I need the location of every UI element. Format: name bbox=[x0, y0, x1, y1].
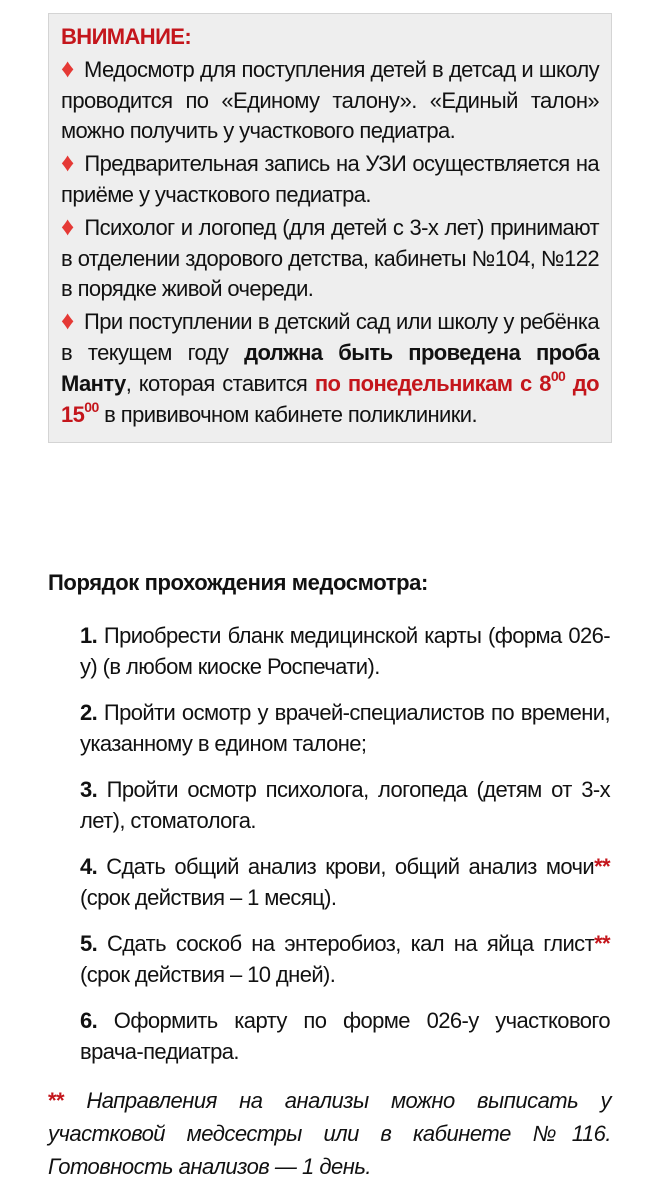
list-item bbox=[80, 774, 610, 836]
item-text: Пройти осмотр психолога, логопеда (детям от 3-х лет), стоматолога. bbox=[80, 777, 610, 833]
notice-paragraph bbox=[61, 53, 599, 147]
footnote-marker: ** bbox=[594, 854, 610, 879]
time-superscript: 00 bbox=[550, 367, 566, 384]
notice-text: , которая ставится bbox=[125, 370, 315, 396]
item-number: 2. bbox=[80, 700, 98, 725]
item-text: (срок действия – 10 дней). bbox=[80, 962, 336, 987]
diamond-bullet-icon: ♦ bbox=[61, 147, 75, 178]
notice-red-text: до 15 bbox=[61, 370, 600, 427]
notice-paragraph bbox=[61, 305, 599, 430]
list-item bbox=[80, 928, 610, 990]
footnote-marker: ** bbox=[594, 931, 610, 956]
procedure-heading: Порядок прохождения медосмотра: bbox=[48, 570, 428, 595]
diamond-bullet-icon: ♦ bbox=[61, 305, 75, 336]
notice-red-text: по понедельникам с 8 bbox=[314, 370, 551, 396]
item-number: 6. bbox=[80, 1008, 98, 1033]
notice-box bbox=[48, 13, 612, 443]
procedure-list bbox=[80, 620, 610, 1082]
item-text: Приобрести бланк медицинской карты (форма 026-у) (в любом киоске Роспечати). bbox=[80, 623, 610, 679]
item-number: 4. bbox=[80, 854, 98, 879]
list-item bbox=[80, 697, 610, 759]
item-number: 5. bbox=[80, 931, 98, 956]
item-text: Пройти осмотр у врачей-специалистов по времени, указанному в едином талоне; bbox=[80, 700, 610, 756]
footnote bbox=[48, 1084, 611, 1183]
notice-text: При поступлении в детский сад или школу у ребёнка в текущем году bbox=[61, 309, 599, 365]
notice-text: Медосмотр для поступления детей в детсад и школу проводится по «Единому талону». «Единый талон» можно получить у участкового педиатра. bbox=[61, 56, 599, 144]
item-text: Сдать общий анализ крови, общий анализ мочи bbox=[97, 854, 595, 879]
diamond-bullet-icon: ♦ bbox=[61, 210, 75, 241]
item-text: Сдать соскоб на энтеробиоз, кал на яйца глист bbox=[97, 931, 595, 956]
notice-paragraph bbox=[61, 147, 599, 211]
notice-text: Психолог и логопед (для детей с 3-х лет) принимают в отделении здорового детства, кабинеты №104, №122 в порядке живой очереди. bbox=[61, 214, 599, 302]
list-item bbox=[80, 620, 610, 682]
time-superscript: 00 bbox=[84, 398, 99, 415]
item-text: (срок действия – 1 месяц). bbox=[80, 885, 337, 910]
notice-text: Предварительная запись на УЗИ осуществляется на приёме у участкового педиатра. bbox=[61, 151, 600, 207]
notice-title: ВНИМАНИЕ: bbox=[61, 24, 192, 49]
item-text: Оформить карту по форме 026-у участкового врача-педиатра. bbox=[80, 1008, 610, 1064]
diamond-bullet-icon: ♦ bbox=[61, 52, 74, 83]
list-item bbox=[80, 1005, 610, 1067]
notice-text: в прививочном кабинете поликлиники. bbox=[98, 401, 477, 427]
list-item bbox=[80, 851, 610, 913]
footnote-text: Направления на анализы можно выписать у участковой медсестры или в кабинете №116. Готовность анализов — 1 день. bbox=[48, 1088, 611, 1179]
item-number: 1. bbox=[80, 623, 98, 648]
notice-bold-text: должна быть проведена проба Манту bbox=[61, 339, 599, 396]
item-number: 3. bbox=[80, 777, 98, 802]
footnote-marker: ** bbox=[48, 1088, 65, 1113]
notice-paragraph bbox=[61, 211, 599, 305]
